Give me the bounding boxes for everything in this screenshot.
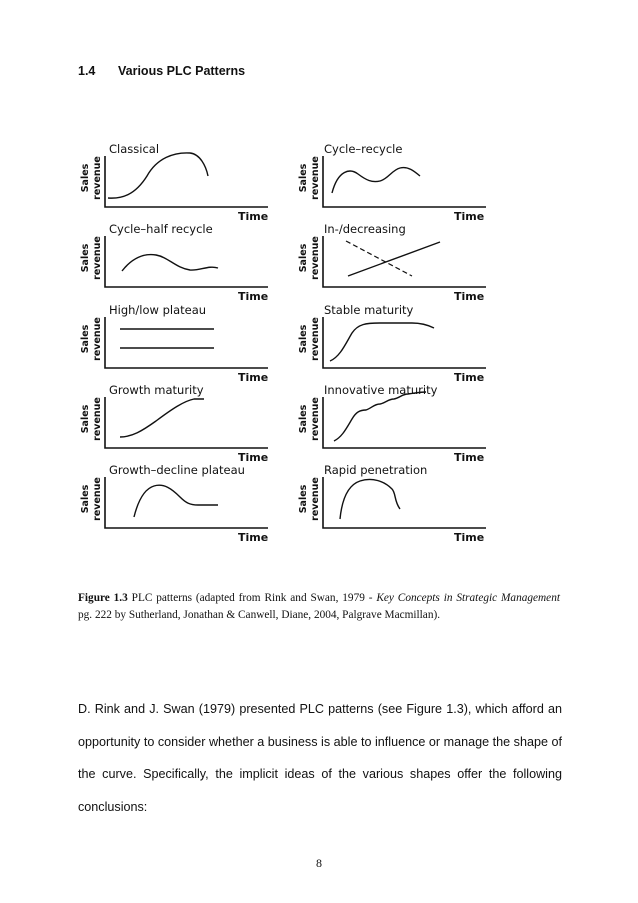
y-axis-label-line2: revenue: [310, 477, 321, 521]
caption-book-title: Key Concepts in Strategic Management: [376, 592, 560, 604]
panel-rapid-penetration: [298, 463, 486, 544]
axes: [323, 156, 486, 207]
x-axis-label: Time: [238, 451, 269, 464]
panel-in-decreasing: [298, 222, 486, 303]
page-number: 8: [316, 856, 322, 870]
section-number: 1.4: [78, 64, 96, 78]
panel-title-high-low-plateau: High/low plateau: [109, 303, 207, 317]
axes: [105, 156, 268, 207]
plc-patterns-figure: [72, 138, 502, 550]
plc-curve: [120, 399, 204, 437]
y-axis-label-line1: Sales: [298, 324, 309, 354]
plc-curve: [122, 255, 218, 271]
section-heading: [78, 64, 245, 78]
caption-source: pg. 222 by Sutherland, Jonathan & Canwell, Diane, 2004, Palgrave Macmillan).: [78, 609, 441, 621]
y-axis-label-line1: Sales: [298, 404, 309, 434]
panel-title-rapid-penetration: Rapid penetration: [324, 463, 428, 477]
x-axis-label: Time: [238, 531, 269, 544]
panel-title-cycle-half-recycle: Cycle–half recycle: [109, 222, 213, 236]
axes: [105, 236, 268, 287]
plc-curve: [134, 485, 218, 517]
axes: [323, 397, 486, 448]
plc-curve: [340, 479, 400, 519]
panel-growth-maturity: [80, 383, 268, 464]
y-axis-label-line2: revenue: [92, 156, 103, 200]
panel-classical: [80, 142, 268, 223]
increasing-line: [348, 242, 440, 276]
axes: [323, 477, 486, 528]
y-axis-label-line1: Sales: [80, 163, 91, 193]
figure-caption: [78, 590, 560, 624]
panel-title-growth-maturity: Growth maturity: [109, 383, 204, 397]
y-axis-label-line2: revenue: [92, 397, 103, 441]
axes: [323, 317, 486, 368]
panel-title-classical: Classical: [109, 142, 160, 156]
figure-label: Figure 1.3: [78, 592, 128, 604]
paragraph-text: D. Rink and J. Swan (1979) presented PLC patterns (see Figure 1.3), which afford an opportunity to consider whether a business is able to influence or manage the shape of the curve. Specifically, the implicit ideas of the various shapes offer the following conclusions:: [78, 702, 562, 814]
x-axis-label: Time: [454, 210, 485, 223]
plc-curve: [332, 168, 420, 193]
panel-title-cycle-recycle: Cycle–recycle: [324, 142, 403, 156]
body-paragraph: [78, 693, 562, 823]
panel-stable-maturity: [298, 303, 486, 384]
y-axis-label-line1: Sales: [298, 484, 309, 514]
x-axis-label: Time: [238, 290, 269, 303]
panel-title-in-decreasing: In-/decreasing: [324, 222, 406, 236]
x-axis-label: Time: [238, 210, 269, 223]
y-axis-label-line1: Sales: [298, 163, 309, 193]
panel-innovative-maturity: [298, 383, 486, 464]
x-axis-label: Time: [238, 371, 269, 384]
section-title: Various PLC Patterns: [118, 64, 246, 78]
y-axis-label-line1: Sales: [80, 484, 91, 514]
y-axis-label-line2: revenue: [310, 317, 321, 361]
x-axis-label: Time: [454, 371, 485, 384]
axes: [323, 236, 486, 287]
x-axis-label: Time: [454, 531, 485, 544]
x-axis-label: Time: [454, 290, 485, 303]
plc-curve: [330, 323, 434, 361]
panel-title-stable-maturity: Stable maturity: [324, 303, 414, 317]
plc-curve: [108, 153, 208, 198]
y-axis-label-line1: Sales: [298, 243, 309, 273]
axes: [105, 317, 268, 368]
panel-growth-decline-plateau: [80, 463, 268, 544]
plc-figure-svg: [72, 138, 502, 550]
axes: [105, 397, 268, 448]
panel-title-innovative-maturity: Innovative maturity: [324, 383, 438, 397]
panel-title-growth-decline-plateau: Growth–decline plateau: [109, 463, 245, 477]
caption-text: PLC patterns (adapted from Rink and Swan, 1979 -: [127, 592, 377, 604]
y-axis-label-line2: revenue: [310, 236, 321, 280]
y-axis-label-line1: Sales: [80, 243, 91, 273]
y-axis-label-line1: Sales: [80, 404, 91, 434]
decreasing-dashed-line: [346, 241, 412, 276]
plc-curve: [334, 392, 426, 441]
y-axis-label-line2: revenue: [310, 397, 321, 441]
panel-cycle-recycle: [298, 142, 486, 223]
y-axis-label-line2: revenue: [310, 156, 321, 200]
y-axis-label-line2: revenue: [92, 477, 103, 521]
y-axis-label-line2: revenue: [92, 317, 103, 361]
x-axis-label: Time: [454, 451, 485, 464]
panel-cycle-half-recycle: [80, 222, 268, 303]
y-axis-label-line1: Sales: [80, 324, 91, 354]
panel-high-low-plateau: [80, 303, 268, 384]
y-axis-label-line2: revenue: [92, 236, 103, 280]
